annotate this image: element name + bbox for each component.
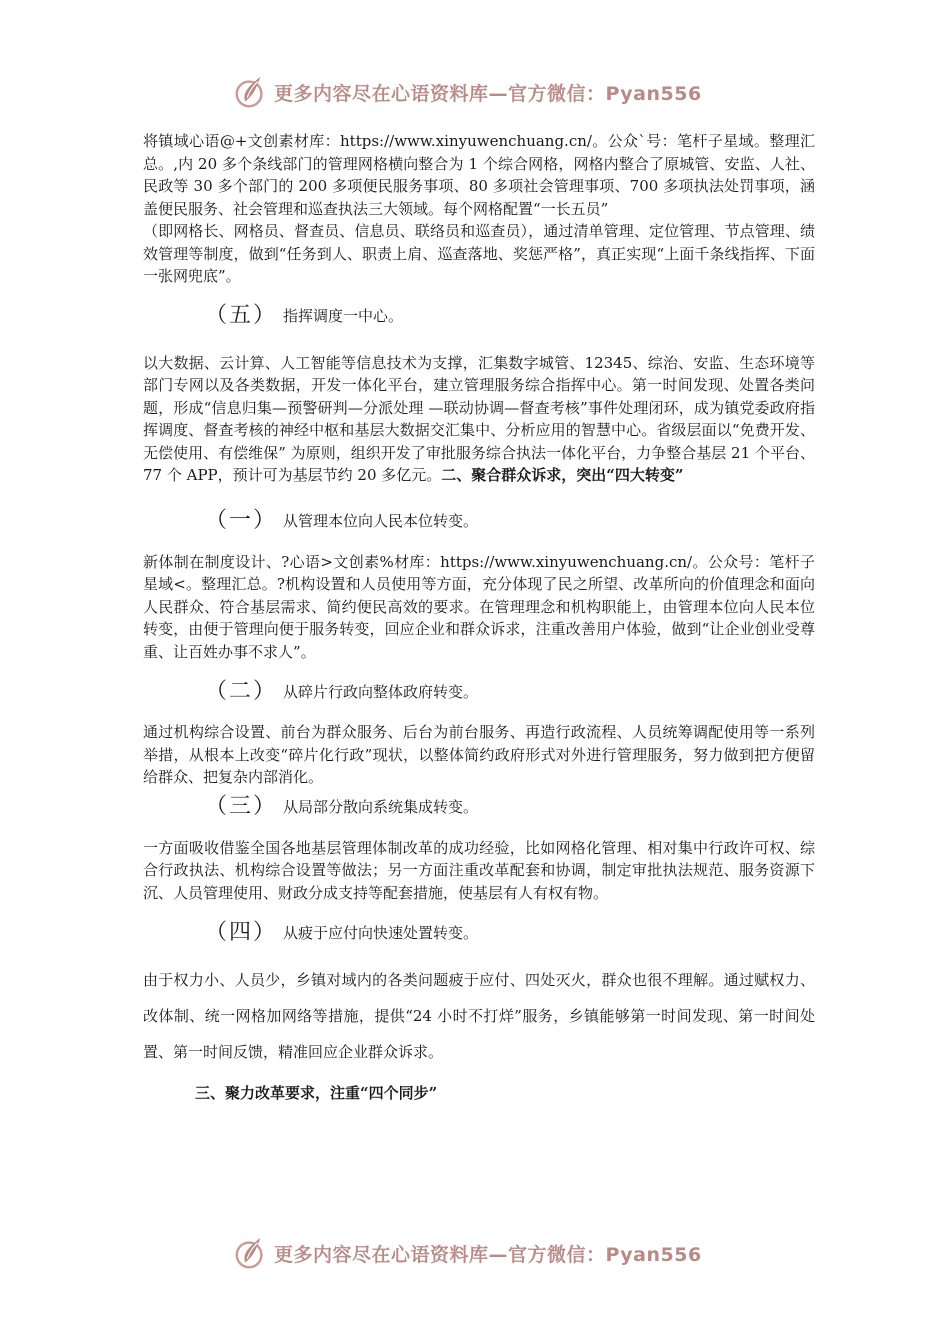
heading-title: 从局部分散向系统集成转变。 — [283, 798, 479, 817]
heading-number: （三） — [205, 794, 278, 820]
heading-two — [205, 673, 815, 711]
heading-title: 从管理本位向人民本位转变。 — [283, 512, 479, 531]
heading-number: （一） — [205, 508, 278, 534]
flame-feather-logo-icon — [232, 1234, 270, 1272]
document-body — [143, 130, 815, 1105]
banner-text: 更多内容尽在心语资料库—官方微信：Pyan556 — [274, 82, 702, 105]
heading-five — [205, 298, 815, 336]
heading-one — [205, 503, 815, 541]
heading-four — [205, 914, 815, 952]
heading-number: （五） — [205, 303, 278, 329]
heading-title: 指挥调度一中心。 — [283, 307, 404, 326]
flame-feather-logo-icon — [232, 73, 270, 111]
section-two-title: 二、聚合群众诉求，突出“四大转变” — [441, 466, 684, 484]
paragraph-command-center — [143, 352, 815, 487]
heading-title: 从碎片行政向整体政府转变。 — [283, 682, 479, 701]
banner-text: 更多内容尽在心语资料库—官方微信：Pyan556 — [274, 1243, 702, 1266]
paragraph-grid-roles: （即网格长、网格员、督查员、信息员、联络员和巡查员），通过清单管理、定位管理、节点管理、绩效管理等制度，做到“任务到人、职责上肩、巡查落地、奖惩严格”，真正实现“上面千条线指挥、下面一张网兜底”。 — [143, 222, 815, 285]
header-banner — [232, 72, 732, 112]
heading-three — [205, 789, 815, 827]
footer-banner — [232, 1233, 732, 1273]
paragraph-rapid-response: 由于权力小、人员少，乡镇对域内的各类问题疲于应付、四处灭火，群众也很不理解。通过赋权力、改体制、统一网格加网络等措施，提供“24 小时不打烊”服务，乡镇能够第一时间发现、第一时间处置、第一时间反馈，精准回应企业群众诉求。 — [143, 971, 815, 1061]
paragraph-system-integration: 一方面吸收借鉴全国各地基层管理体制改革的成功经验，比如网格化管理、相对集中行政许可权、综合行政执法、机构综合设置等做法；另一方面注重改革配套和协调，制定审批执法规范、服务资源下沉、人员管理使用、财政分成支持等配套措施，使基层有人有权有物。 — [143, 838, 815, 902]
heading-title: 从疲于应付向快速处置转变。 — [283, 923, 479, 942]
paragraph-text: 以大数据、云计算、人工智能等信息技术为支撑，汇集数字城管、12345、综治、安监、生态环境等部门专网以及各类数据，开发一体化平台，建立管理服务综合指挥中心。第一时间发现、处置各类问题，形成“信息归集—预警研判—分派处理 —联动协调—督查考核”事件处理闭环，成为镇党委政府指挥调度、督查考核的神经中枢和基层大数据交汇集中、分析应用的智慧中心。省级层面以“免费开发、无偿使用、有偿维保” 为原则，组织开发了审批服务综合执法一体化平台，力争整合基层 21 个平台、77 个 APP，预计可为基层节约 20 多亿元。 — [143, 353, 815, 484]
section-three-title: 三、聚力改革要求，注重“四个同步” — [195, 1084, 438, 1102]
paragraph-holistic-government: 通过机构综合设置、前台为群众服务、后台为前台服务、再造行政流程、人员统筹调配使用等一系列举措，从根本上改变“碎片化行政”现状，以整体简约政府形式对外进行管理服务，努力做到把方便留给群众、把复杂内部消化。 — [143, 723, 815, 786]
paragraph-grid-intro: 将镇域心语@+文创素材库：https://www.xinyuwenchuang.cn/。公众`号：笔杆子星域。整理汇总。,内 20 多个条线部门的管理网格横向整合为 1 个综合网格，网格内整合了原城管、安监、人社、民政等 30 多个部门的 200 多项便民服务事项、80 多项社会管理事项、700 多项执法处罚事项，涵盖便民服务、社会管理和巡查执法三大领域。每个网格配置“一长五员” — [143, 132, 815, 218]
heading-number: （四） — [205, 919, 278, 945]
paragraph-people-centered: 新体制在制度设计、?心语>文创素%材库：https://www.xinyuwenchuang.cn/。公众号：笔杆子星域<。整理汇总。?机构设置和人员使用等方面，充分体现了民之所望、改革所向的价值理念和面向人民群众、符合基层需求、简约便民高效的要求。在管理理念和机构职能上，由管理本位向人民本位转变，由便于管理向便于服务转变，回应企业和群众诉求，注重改善用户体验，做到“让企业创业受尊重、让百姓办事不求人”。 — [143, 552, 815, 661]
heading-number: （二） — [205, 678, 278, 704]
